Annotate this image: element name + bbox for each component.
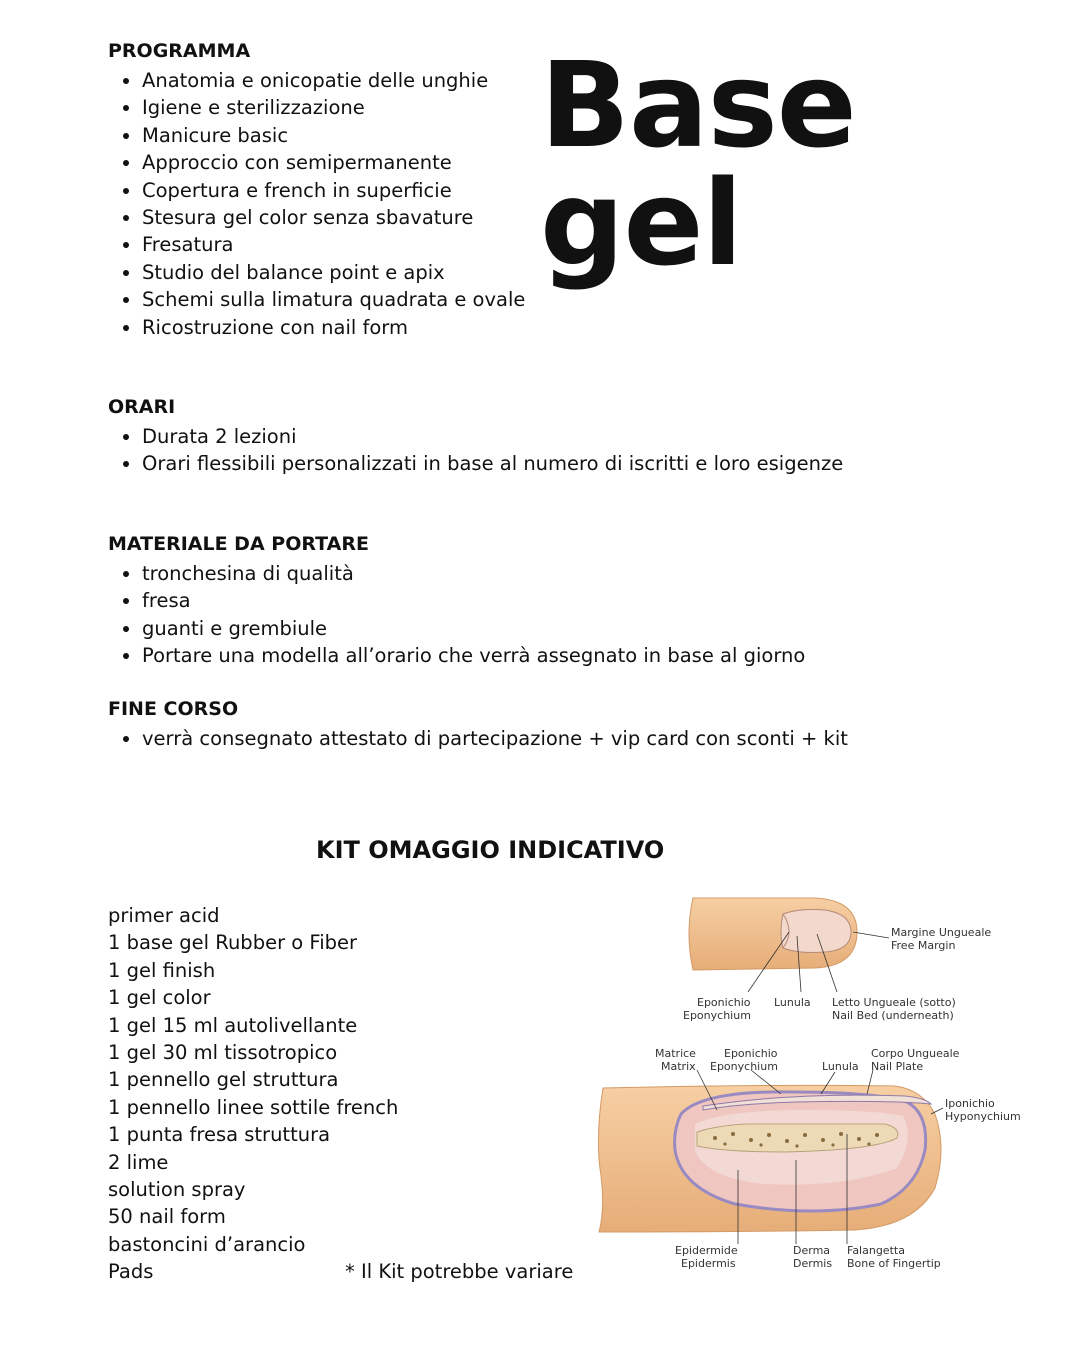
- list-item: • Portare una modella all’orario che verrà assegnato in base al giorno: [142, 642, 805, 669]
- kit-item: primer acid: [108, 904, 220, 927]
- list-item: • Stesura gel color senza sbavature: [142, 204, 525, 231]
- list-item: • Igiene e sterilizzazione: [142, 94, 525, 121]
- finger-cross-section: [598, 1085, 941, 1232]
- kit-item: Pads: [108, 1260, 154, 1284]
- kit-list: [108, 902, 398, 1286]
- list-item: • Schemi sulla limatura quadrata e ovale: [142, 286, 525, 313]
- list-item: • tronchesina di qualità: [142, 560, 805, 587]
- section-orari: [108, 394, 843, 478]
- section-programma: [108, 38, 525, 341]
- label-matrice-it: Matrice: [655, 1047, 696, 1060]
- label-corpo-it: Corpo Ungueale: [871, 1047, 960, 1060]
- kit-note: * Il Kit potrebbe variare: [345, 1260, 574, 1283]
- label-lunula: Lunula: [774, 996, 811, 1009]
- kit-item: solution spray: [108, 1178, 246, 1202]
- programma-list: [108, 67, 525, 341]
- kit-item: 1 gel 15 ml autolivellante: [108, 1013, 358, 1037]
- kit-item: 1 pennello linee sottile french: [108, 1095, 399, 1119]
- label-iponichio-it: Iponichio: [945, 1097, 995, 1110]
- label-margine-it: Margine Ungueale: [891, 926, 992, 939]
- programma-heading: PROGRAMMA: [108, 40, 251, 62]
- label-eponichio2-it: Eponichio: [724, 1047, 778, 1060]
- kit-item: 1 gel 30 ml tissotropico: [108, 1041, 338, 1065]
- label-eponichio-it: Eponichio: [697, 996, 751, 1009]
- label-eponichio2-en: Eponychium: [710, 1060, 778, 1073]
- orari-heading: ORARI: [108, 396, 176, 418]
- label-matrice-en: Matrix: [661, 1060, 696, 1073]
- list-item: • Orari flessibili personalizzati in base al numero di iscritti e loro esigenze: [142, 450, 843, 477]
- label-letto-en: Nail Bed (underneath): [832, 1009, 954, 1022]
- label-eponichio-en: Eponychium: [683, 1009, 751, 1022]
- section-materiale: [108, 531, 805, 670]
- label-falangetta-it: Falangetta: [847, 1244, 905, 1257]
- kit-item: bastoncini d’arancio: [108, 1232, 306, 1256]
- list-item: • guanti e grembiule: [142, 615, 805, 642]
- section-fine-corso: [108, 696, 848, 752]
- page-title: Base gel: [540, 36, 856, 292]
- materiale-list: [108, 560, 805, 670]
- list-item: • Ricostruzione con nail form: [142, 314, 525, 341]
- orari-list: [108, 423, 843, 478]
- kit-item: 1 base gel Rubber o Fiber: [108, 931, 358, 955]
- kit-item: 2 lime: [108, 1150, 169, 1174]
- materiale-heading: MATERIALE DA PORTARE: [108, 533, 369, 555]
- list-item: • verrà consegnato attestato di partecipazione + vip card con sconti + kit: [142, 725, 848, 752]
- kit-heading: KIT OMAGGIO INDICATIVO: [316, 836, 665, 864]
- list-item: • Approccio con semipermanente: [142, 149, 525, 176]
- label-lunula2: Lunula: [822, 1060, 859, 1073]
- label-falangetta-en: Bone of Fingertip: [847, 1257, 941, 1270]
- label-letto-it: Letto Ungueale (sotto): [832, 996, 956, 1009]
- label-iponichio-en: Hyponychium: [945, 1110, 1021, 1123]
- label-epidermide-en: Epidermis: [681, 1257, 736, 1270]
- list-item: • Anatomia e onicopatie delle unghie: [142, 67, 525, 94]
- kit-item: 1 punta fresa struttura: [108, 1123, 331, 1147]
- kit-item: 50 nail form: [108, 1205, 226, 1229]
- list-item: • Durata 2 lezioni: [142, 423, 843, 450]
- label-derma-it: Derma: [793, 1244, 831, 1257]
- label-margine-en: Free Margin: [891, 939, 956, 952]
- nail-anatomy-diagram: [585, 888, 1035, 1288]
- finger-top-view: [689, 898, 857, 970]
- kit-item: 1 gel finish: [108, 958, 216, 982]
- kit-item: 1 pennello gel struttura: [108, 1068, 339, 1092]
- list-item: • Manicure basic: [142, 122, 525, 149]
- fine-corso-list: [108, 725, 848, 752]
- list-item: • Copertura e french in superficie: [142, 177, 525, 204]
- list-item: • Fresatura: [142, 231, 525, 258]
- list-item: • Studio del balance point e apix: [142, 259, 525, 286]
- label-derma-en: Dermis: [793, 1257, 833, 1270]
- label-corpo-en: Nail Plate: [871, 1060, 924, 1073]
- label-epidermide-it: Epidermide: [675, 1244, 738, 1257]
- fine-corso-heading: FINE CORSO: [108, 698, 239, 720]
- list-item: • fresa: [142, 587, 805, 614]
- kit-item: 1 gel color: [108, 986, 211, 1010]
